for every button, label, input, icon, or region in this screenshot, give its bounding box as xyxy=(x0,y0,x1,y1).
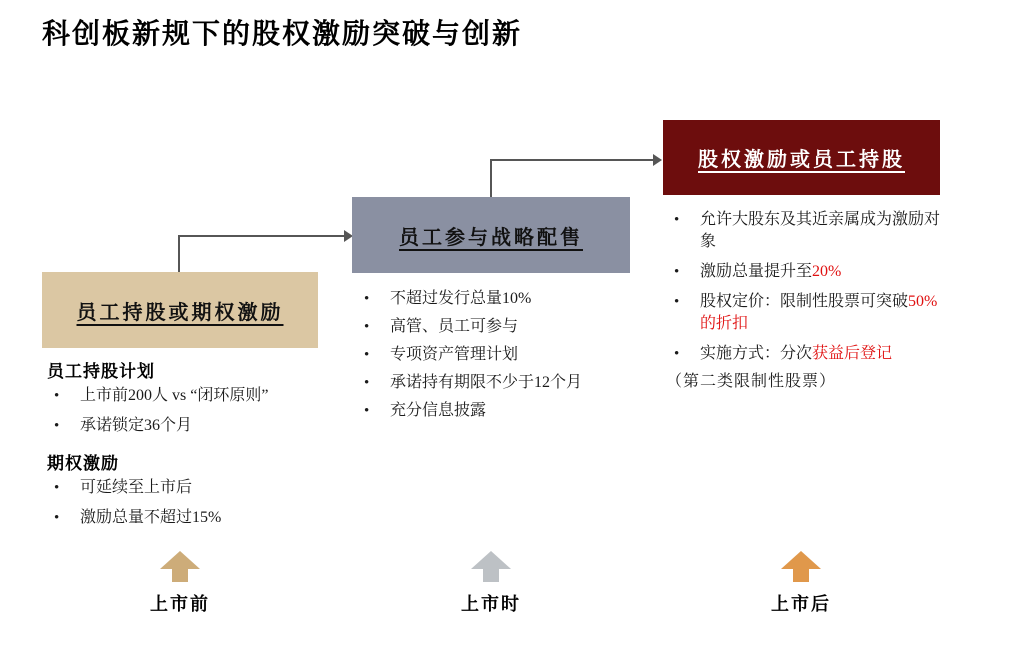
list-item xyxy=(674,343,940,365)
right-note: （第二类限制性股票） xyxy=(666,373,837,390)
text-black: 股权定价：限制性股票可突破 xyxy=(700,293,909,310)
list-item xyxy=(674,261,940,283)
left-section1-title: 员工持股计划 xyxy=(47,362,155,381)
list-item xyxy=(54,385,268,407)
box-post-ipo-label: 股权激励或员工持股 xyxy=(698,149,905,171)
list-item-text xyxy=(700,343,940,365)
text-black: 激励总量提升至 xyxy=(700,263,813,280)
up-arrow-icon xyxy=(781,551,821,569)
left-section1-list xyxy=(54,385,268,445)
bullet-icon: • xyxy=(364,291,370,307)
up-arrow-stem xyxy=(172,569,188,582)
box-pre-ipo-label: 员工持股或期权激励 xyxy=(76,301,284,324)
up-arrow-icon xyxy=(471,551,511,569)
timeline-stage-at-ipo xyxy=(451,551,531,616)
box-pre-ipo xyxy=(42,272,318,348)
list-item-text: 激励总量不超过15% xyxy=(80,509,222,526)
list-item-text: 不超过发行总量10% xyxy=(390,290,532,307)
box-post-ipo xyxy=(663,120,940,195)
timeline-stage-label: 上市前 xyxy=(150,594,210,614)
list-item xyxy=(364,372,582,394)
list-item xyxy=(54,415,268,437)
right-list xyxy=(674,209,940,373)
bullet-icon: • xyxy=(674,346,680,362)
text-black: 实施方式：分次 xyxy=(700,345,813,362)
text-red: 获益后登记 xyxy=(812,345,893,362)
text-black: 允许大股东及其近亲属成为激励对象 xyxy=(700,211,941,250)
slide-title: 科创板新规下的股权激励突破与创新 xyxy=(42,19,523,50)
list-item xyxy=(364,316,582,338)
bullet-icon: • xyxy=(674,294,680,310)
bullet-icon: • xyxy=(54,418,60,434)
timeline-stage-pre-ipo xyxy=(140,551,220,616)
bullet-icon: • xyxy=(364,403,370,419)
box-at-ipo-label: 员工参与战略配售 xyxy=(399,226,583,249)
up-arrow-stem xyxy=(793,569,809,582)
bullet-icon: • xyxy=(54,510,60,526)
list-item xyxy=(364,288,582,310)
bullet-icon: • xyxy=(364,347,370,363)
bullet-icon: • xyxy=(674,264,680,280)
timeline-stage-post-ipo xyxy=(761,551,841,616)
timeline-stage-label: 上市后 xyxy=(771,594,831,614)
list-item xyxy=(364,400,582,422)
text-red: 20% xyxy=(812,263,842,280)
up-arrow-icon xyxy=(160,551,200,569)
list-item-text xyxy=(700,291,940,335)
list-item-text: 充分信息披露 xyxy=(390,402,487,419)
bullet-icon: • xyxy=(54,480,60,496)
middle-list xyxy=(364,288,582,428)
list-item-text xyxy=(700,261,940,283)
list-item-text: 上市前200人 vs “闭环原则” xyxy=(80,387,269,404)
bullet-icon: • xyxy=(674,212,680,228)
list-item xyxy=(674,209,940,253)
timeline-stage-label: 上市时 xyxy=(461,594,521,614)
connector-arrowhead-icon xyxy=(653,154,662,166)
list-item xyxy=(674,291,940,335)
left-section2-title: 期权激励 xyxy=(47,454,119,473)
list-item xyxy=(54,507,221,529)
list-item-text: 可延续至上市后 xyxy=(80,479,193,496)
list-item-text: 承诺持有期限不少于12个月 xyxy=(390,374,583,391)
list-item-text: 高管、员工可参与 xyxy=(390,318,519,335)
connector-at-to-post-horizontal xyxy=(490,159,654,161)
connector-pre-to-at-horizontal xyxy=(178,235,345,237)
connector-at-to-post-vertical xyxy=(490,160,492,197)
list-item xyxy=(364,344,582,366)
list-item-text: 承诺锁定36个月 xyxy=(80,417,193,434)
up-arrow-stem xyxy=(483,569,499,582)
bullet-icon: • xyxy=(364,319,370,335)
text-red: 50%的折扣 xyxy=(700,293,938,332)
bullet-icon: • xyxy=(54,388,60,404)
list-item-text: 专项资产管理计划 xyxy=(390,346,519,363)
left-section2-list xyxy=(54,477,221,537)
bullet-icon: • xyxy=(364,375,370,391)
list-item-text xyxy=(700,209,940,253)
connector-pre-to-at-vertical xyxy=(178,236,180,272)
list-item xyxy=(54,477,221,499)
box-at-ipo xyxy=(352,197,630,273)
